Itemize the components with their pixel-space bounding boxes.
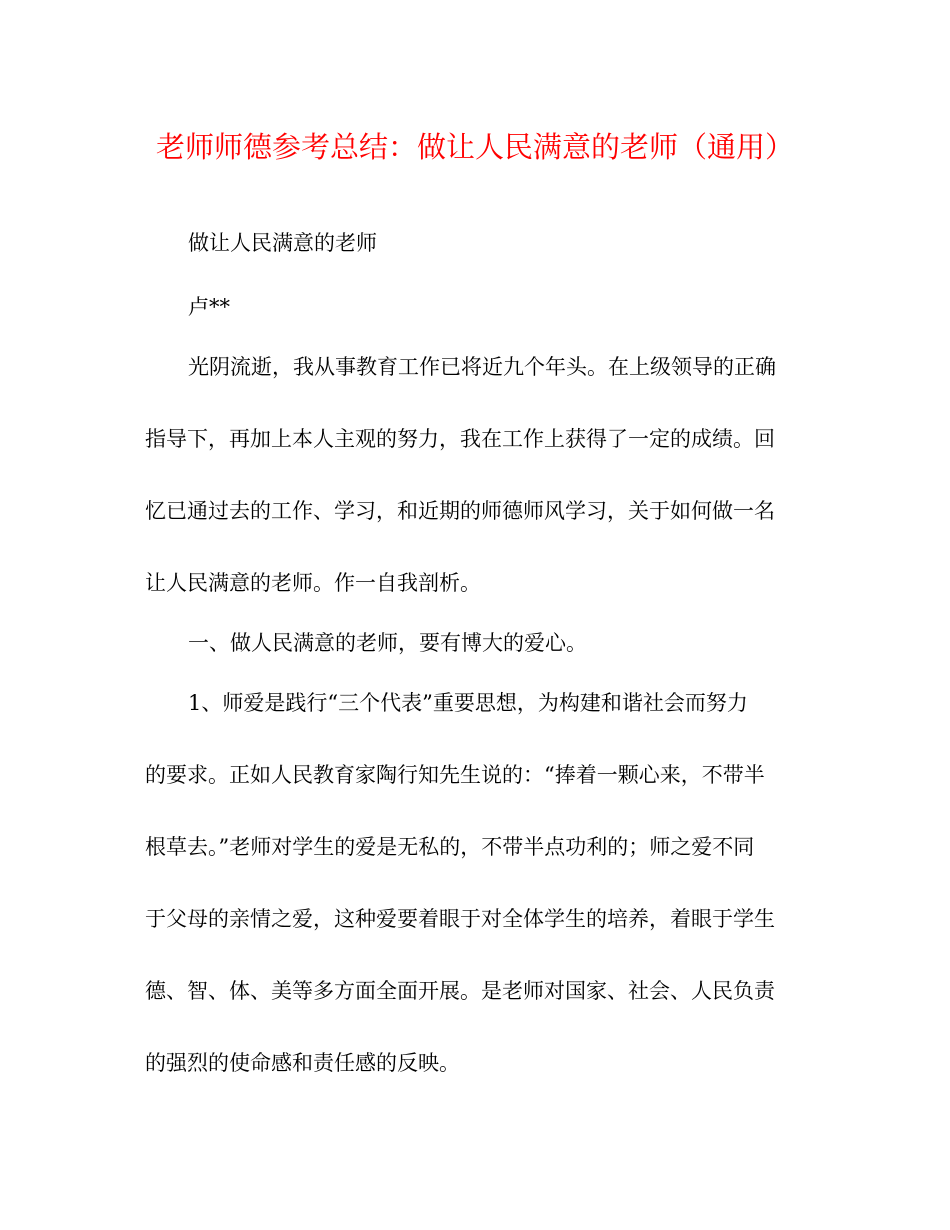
paragraph-line: 于父母的亲情之爱，这种爱要着眼于对全体学生的培养，着眼于学生 — [145, 907, 775, 931]
paragraph-line: 指导下，再加上本人主观的努力，我在工作上获得了一定的成绩。回 — [145, 427, 775, 451]
document-subtitle: 做让人民满意的老师 — [188, 231, 377, 255]
author-name: 卢** — [188, 295, 230, 319]
paragraph-line: 1、师爱是践行“三个代表”重要思想，为构建和谐社会而努力 — [188, 691, 748, 715]
paragraph-line: 德、智、体、美等多方面全面开展。是老师对国家、社会、人民负责 — [145, 979, 775, 1003]
paragraph-line: 的强烈的使命感和责任感的反映。 — [145, 1051, 460, 1075]
document-title: 老师师德参考总结：做让人民满意的老师（通用） — [155, 130, 794, 164]
paragraph-line: 的要求。正如人民教育家陶行知先生说的：“捧着一颗心来，不带半 — [145, 763, 765, 787]
paragraph-line: 忆已通过去的工作、学习，和近期的师德师风学习，关于如何做一名 — [145, 499, 775, 523]
paragraph-line: 让人民满意的老师。作一自我剖析。 — [145, 571, 481, 595]
paragraph-line: 根草去。”老师对学生的爱是无私的，不带半点功利的；师之爱不同 — [145, 835, 755, 859]
paragraph-line: 光阴流逝，我从事教育工作已将近九个年头。在上级领导的正确 — [188, 355, 776, 379]
section-heading: 一、做人民满意的老师，要有博大的爱心。 — [188, 631, 587, 655]
